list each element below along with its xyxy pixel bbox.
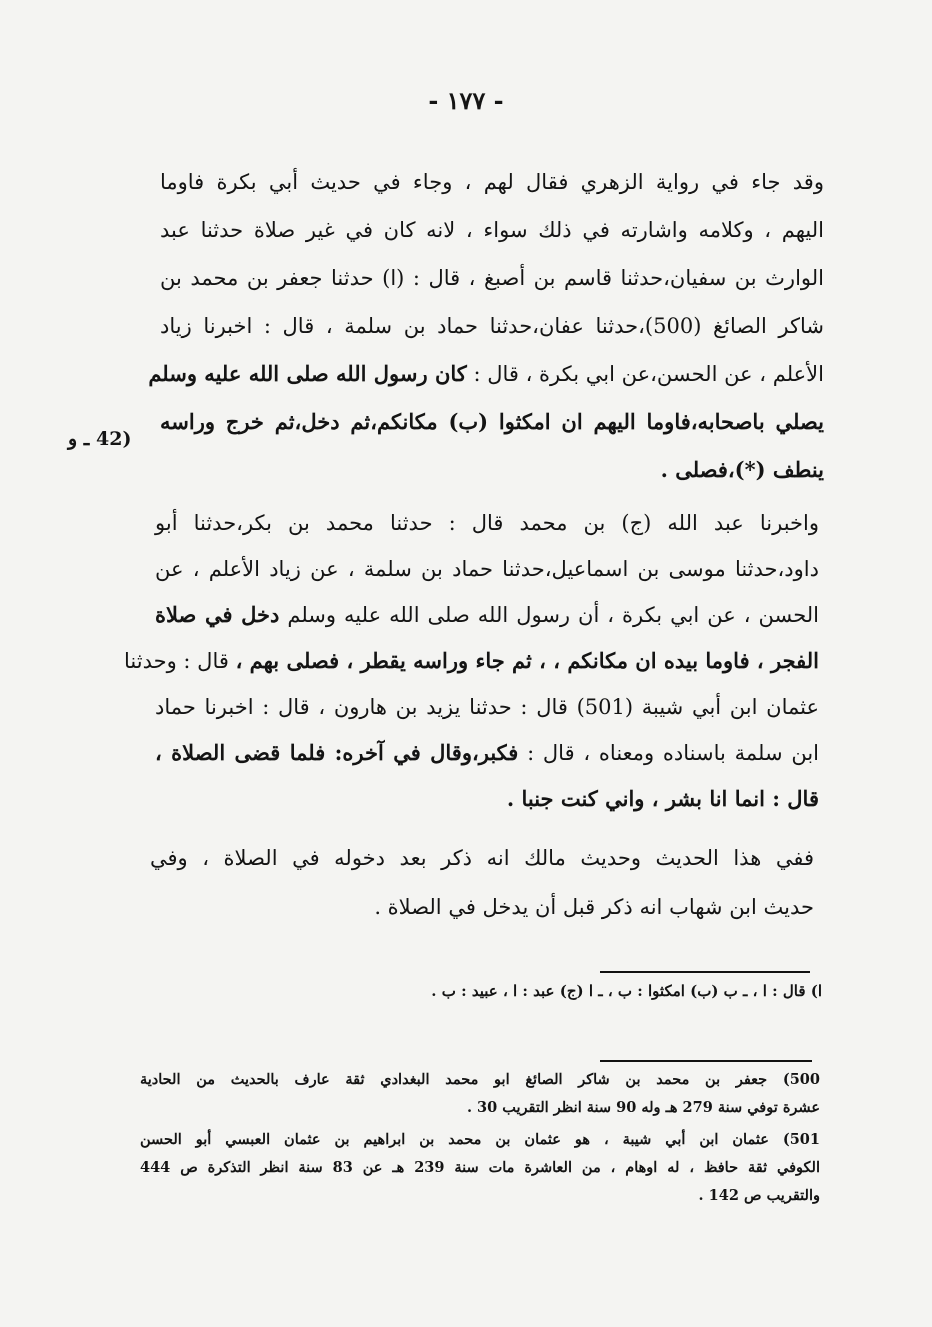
bold-text: ينطف (*)،فصلى .	[660, 457, 824, 482]
text-line	[160, 254, 824, 302]
text-line	[160, 398, 824, 446]
text-segment: ففي هذا الحديث وحديث مالك انه ذكر بعد دخوله في الصلاة ، وفي	[150, 846, 814, 870]
text-segment: شاكر الصائغ (500)،حدثنا عفان،حدثنا حماد بن سلمة ، قال : اخبرنا زياد	[160, 314, 824, 338]
text-segment: واخبرنا عبد الله (ج) بن محمد قال : حدثنا محمد بن بكر،حدثنا أبو	[155, 511, 819, 535]
footnote-separator	[600, 971, 810, 973]
margin-note: (42 ـ و	[68, 428, 132, 450]
footnote-line: عشرة توفي سنة 279 هـ وله 90 سنة انظر التقريب 30 .	[466, 1099, 820, 1116]
text-line	[155, 776, 819, 822]
text-line	[155, 500, 819, 546]
text-line	[150, 883, 814, 932]
footnote-separator	[600, 1060, 812, 1062]
paragraph-1	[148, 158, 824, 494]
text-segment: قال : وحدثنا	[124, 649, 236, 673]
text-line	[148, 350, 824, 398]
text-segment: الأعلم ، عن الحسن،عن ابي بكرة ، قال :	[466, 362, 824, 386]
text-line	[155, 592, 819, 638]
paragraph-2	[124, 500, 820, 822]
bold-text: كان رسول الله صلى الله عليه وسلم	[148, 361, 467, 386]
footnote-line: 501) عثمان ابن أبي شيبة ، هو عثمان بن محمد بن ابراهيم بن عثمان العبسي أبو الحسن	[140, 1131, 820, 1148]
text-line	[150, 834, 814, 883]
footnote-line: والتقريب ص 142 .	[698, 1187, 820, 1204]
bold-text: يصلي باصحابه،فاوما اليهم ان امكثوا (ب) مكانكم،ثم دخل،ثم خرج وراسه	[160, 409, 824, 434]
text-line	[160, 158, 824, 206]
text-line	[160, 446, 824, 494]
bold-text: قال : انما انا بشر ، واني كنت جنبا .	[506, 786, 819, 811]
text-line	[155, 730, 819, 776]
text-segment: ابن سلمة باسناده ومعناه ، قال :	[518, 741, 820, 765]
page-number: - ١٧٧ -	[428, 86, 504, 115]
bold-text: دخل في صلاة	[155, 602, 280, 627]
text-segment: داود،حدثنا موسى بن اسماعيل،حدثنا حماد بن سلمة ، عن زياد الأعلم ، عن	[155, 557, 819, 581]
text-line	[160, 302, 824, 350]
paragraph-3	[150, 834, 814, 932]
bold-text: الفجر ، فاوما بيده ان مكانكم ، ، ثم جاء وراسه يقطر ، فصلى بهم ،	[235, 648, 819, 673]
text-segment: الوارث بن سفيان،حدثنا قاسم بن أصبغ ، قال : (ا) حدثنا جعفر بن محمد بن	[160, 266, 824, 290]
footnote-501	[140, 1126, 820, 1210]
text-segment: الحسن ، عن ابي بكرة ، أن رسول الله صلى الله عليه وسلم	[279, 603, 820, 627]
text-line	[155, 684, 819, 730]
footnote-line: 500) جعفر بن محمد بن شاكر الصائغ ابو محمد البغدادي ثقة عارف بالحديث من الحادية	[140, 1071, 820, 1088]
text-segment: حديث ابن شهاب انه ذكر قبل أن يدخل في الصلاة .	[374, 895, 814, 919]
text-segment: اليهم ، وكلامه واشارته في ذلك سواء ، لانه كان في غير صلاة حدثنا عبد	[160, 218, 824, 242]
footnote-500	[140, 1066, 820, 1122]
text-segment: عثمان ابن أبي شيبة (501) قال : حدثنا يزيد بن هارون ، قال : اخبرنا حماد	[155, 695, 819, 719]
bold-text: فكبر،وقال في آخره: فلما قضى الصلاة ،	[155, 740, 519, 765]
text-line	[155, 546, 819, 592]
text-segment: وقد جاء في رواية الزهري فقال لهم ، وجاء في حديث أبي بكرة فاوما	[160, 170, 824, 194]
text-line	[124, 638, 819, 684]
footnote-line: الكوفي ثقة حافظ ، له اوهام ، من العاشرة مات سنة 239 هـ عن 83 سنة انظر التذكرة ص 444	[140, 1159, 820, 1176]
variant-footnote: ا) قال : ا ، ـ ب (ب) امكثوا : ب ، ـ ا (ج) عبد : ا ، عبيد : ب .	[431, 982, 822, 1000]
text-line	[160, 206, 824, 254]
